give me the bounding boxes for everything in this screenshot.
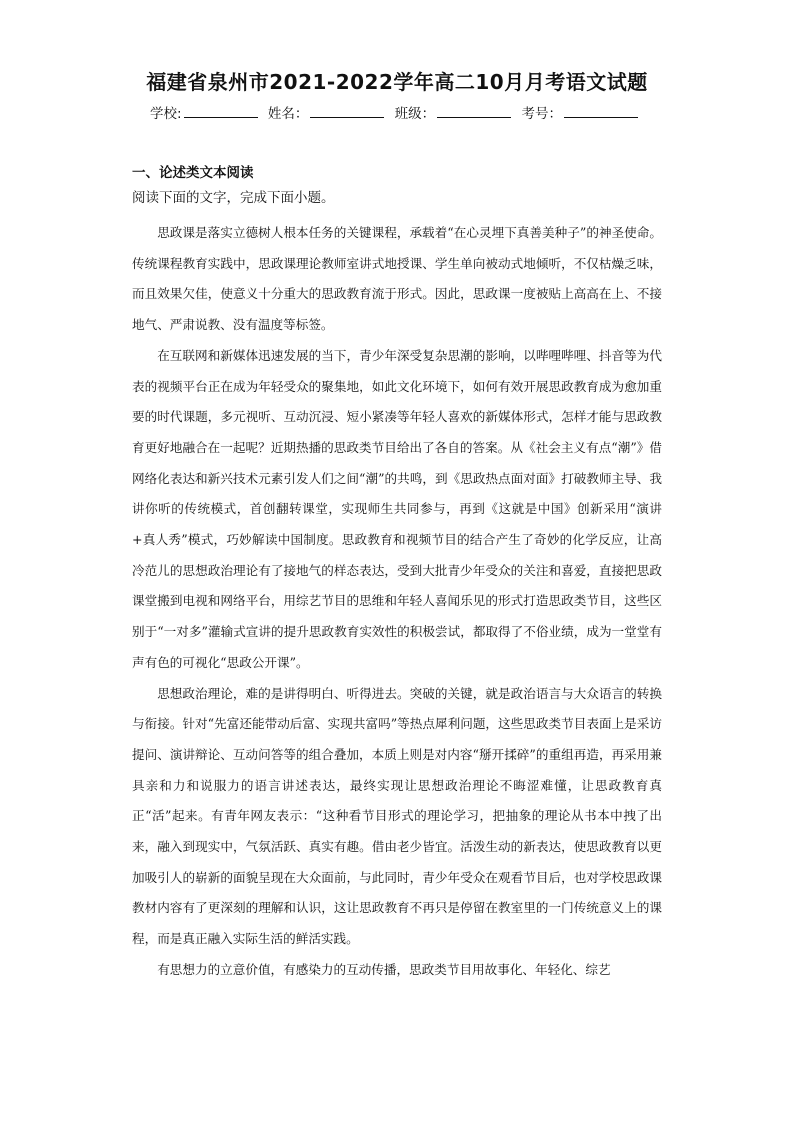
name-blank[interactable] [310, 104, 384, 118]
school-blank[interactable] [184, 104, 258, 118]
passage-paragraph: 有思想力的立意价值，有感染力的互动传播，思政类节目用故事化、年轻化、综艺 [157, 961, 611, 977]
exam-number-blank[interactable] [564, 104, 638, 118]
passage-body [132, 218, 662, 986]
passage-paragraph: 在互联网和新媒体迅速发展的当下，青少年深受复杂思潮的影响，以哔哩哔哩、抖音等为代表的视频平台正在成为年轻受众的聚集地，如此文化环境下，如何有效开展思政教育成为愈加重要的时代课题，多元视听、互动沉浸、短小紧凑等年轻人喜欢的新媒体形式，怎样才能与思政教育更好地融合在一起呢？近期热播的思政类节目给出了各自的答案。从《社会主义有点“潮”》借网络化表达和新兴技术元素引发人们之间“潮”的共鸣，到《思政热点面对面》打破教师主导、我讲你听的传统模式，首创翻转课堂，实现师生共同参与，再到《这就是中国》创新采用“演讲+真人秀”模式，巧妙解读中国制度。思政教育和视频节目的结合产生了奇妙的化学反应，让高冷范儿的思想政治理论有了接地气的样态表达，受到大批青少年受众的关注和喜爱，直接把思政课堂搬到电视和网络平台，用综艺节目的思维和年轻人喜闻乐见的形式打造思政类节目，这些区别于“一对多”灌输式宣讲的提升思政教育实效性的积极尝试，都取得了不俗业绩，成为一堂堂有声有色的可视化“思政公开课”。 [132, 347, 662, 670]
section-heading: 一、论述类文本阅读 [132, 165, 254, 181]
document-title: 福建省泉州市2021-2022学年高二10月月考语文试题 [146, 70, 648, 94]
reading-instruction: 阅读下面的文字，完成下面小题。 [132, 190, 335, 206]
passage-paragraph: 思想政治理论，难的是讲得明白、听得进去。突破的关键，就是政治语言与大众语言的转换与衔接。针对“先富还能带动后富、实现共富吗”等热点犀利问题，这些思政类节目表面上是采访提问、演讲辩论、互动问答等的组合叠加，本质上则是对内容“掰开揉碎”的重组再造，再采用兼具亲和力和说服力的语言讲述表达，最终实现让思想政治理论不晦涩难懂，让思政教育真正“活”起来。有青年网友表示：“这种看节目形式的理论学习，把抽象的理论从书本中拽了出来，融入到现实中，气氛活跃、真实有趣。借由老少皆宜。活泼生动的新表达，使思政教育以更加吸引人的崭新的面貌呈现在大众面前，与此同时，青少年受众在观看节目后，也对学校思政课教材内容有了更深刻的理解和认识，这让思政教育不再只是停留在教室里的一门传统意义上的课程，而是真正融入实际生活的鲜活实践。 [132, 685, 662, 947]
class-label: 班级： [394, 106, 436, 122]
passage-paragraph: 思政课是落实立德树人根本任务的关键课程，承载着“在心灵埋下真善美种子”的神圣使命。传统课程教育实践中，思政课理论教师室讲式地授课、学生单向被动式地倾听，不仅枯燥乏味，而且效果欠佳，使意义十分重大的思政教育流于形式。因此，思政课一度被贴上高高在上、不接地气、严肃说教、没有温度等标签。 [132, 225, 662, 333]
class-blank[interactable] [437, 104, 511, 118]
student-info-line [0, 104, 794, 124]
exam-number-label: 考号： [521, 106, 562, 122]
school-label: 学校: [150, 106, 182, 122]
name-label: 姓名： [267, 106, 309, 122]
